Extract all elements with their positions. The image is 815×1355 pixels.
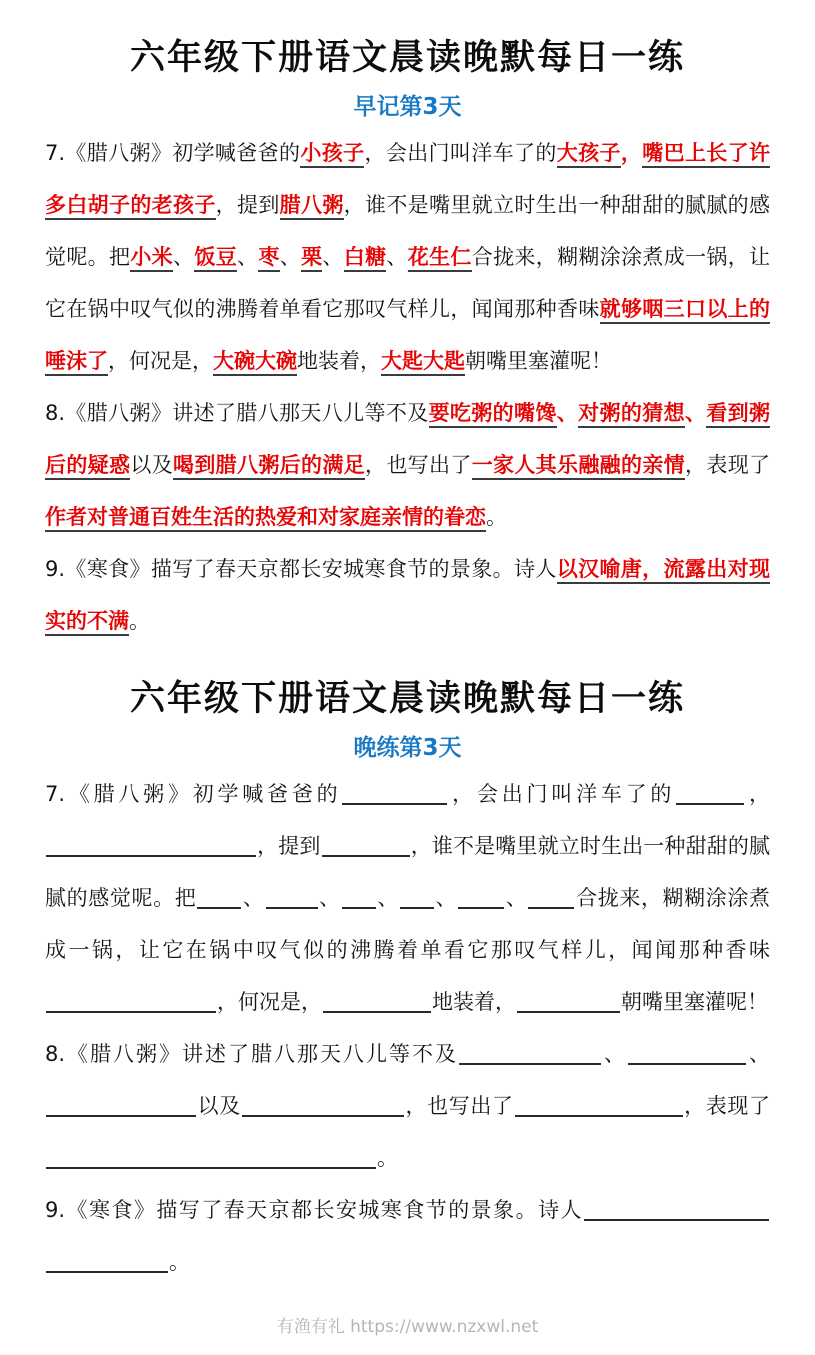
text-run: 、 [279,245,302,269]
text-run: 朝嘴里塞灌呢！ [621,990,768,1014]
text-run: 、 [322,245,344,269]
answer-blank [528,906,574,909]
answer-blank [46,1010,216,1013]
answer-blank [459,1062,601,1065]
text-run: 、 [376,886,400,910]
answer-text: 对粥的猜想 [578,401,685,428]
evening-day-subtitle: 晚练第3天 [353,735,462,761]
answer-blank [342,906,376,909]
text-run: 9.《寒食》描写了春天京都长安城寒食节的景象。诗人 [45,1198,583,1222]
answer-text: 花生仁 [408,245,472,272]
answer-blank [323,1010,431,1013]
paragraph [45,127,770,387]
text-run: 地装着， [297,349,381,373]
text-run: 合拢来，糊糊涂涂煮成一锅，让它在锅中叹气似的沸腾着单看它那叹气样儿，闻闻那种香味 [45,245,771,321]
answer-text: 大匙大匙 [381,349,465,376]
answer-text: ， [620,141,643,165]
text-run: ，谁不是嘴里就立时生出一种甜甜的腻腻的感觉呢。把 [45,834,771,910]
answer-blank [517,1010,620,1013]
text-run: ，何况是， [108,349,213,373]
answer-blank [400,906,434,909]
answer-text: 腊八粥 [280,193,344,220]
text-run: 8.《腊八粥》讲述了腊八那天八儿等不及 [45,401,429,425]
text-run: 7.《腊八粥》初学喊爸爸的 [45,141,301,165]
text-run: ，谁不是嘴里就立时生出一种甜甜的腻腻的感觉呢。把 [45,193,771,269]
answer-text: 饭豆 [194,245,237,272]
text-run: 、 [747,1042,770,1066]
answer-text: 小米 [130,245,173,272]
text-run: 、 [173,245,195,269]
text-run: ，也写出了 [404,1094,514,1118]
answer-text: 白糖 [344,245,387,272]
answer-blank [46,1166,376,1169]
text-run: ，会出门叫洋车了的 [448,782,676,806]
answer-blank [266,906,318,909]
text-run: ，表现了 [683,1094,771,1118]
worksheet-title: 六年级下册语文晨读晚默每日一练 [129,37,685,78]
text-run: 、 [318,886,341,910]
answer-blank [46,854,256,857]
section-evening-practice [45,671,770,1288]
answer-text: 枣 [258,245,279,272]
text-run: 、 [237,245,259,269]
answer-text: 以汉喻唐，流露出对现实的不满 [45,557,770,636]
text-run: 地装着， [432,990,516,1014]
text-run: 7.《腊八粥》初学喊爸爸的 [45,782,342,806]
text-run: 朝嘴里塞灌呢！ [465,349,612,373]
text-run: ，也写出了 [365,453,472,477]
paragraph [45,1028,770,1184]
section-morning-reading [45,30,770,647]
answer-text: 、 [556,401,579,425]
answer-blank [46,1270,168,1273]
answer-blank [46,1114,196,1117]
text-run: 、 [505,886,528,910]
text-run: ，提到 [257,834,321,858]
text-run: ，提到 [215,193,280,217]
answer-text: 嘴巴上长了许多白胡子的老孩子 [45,141,770,220]
text-run: 合拢来，糊糊涂涂煮成一锅，让它在锅中叹气似的沸腾着单看它那叹气样儿，闻闻那种香味 [45,886,771,962]
text-run: 。 [486,505,507,529]
answer-blank [458,906,504,909]
morning-paragraphs [45,127,770,647]
answer-text: 、 [684,401,707,425]
paragraph [45,387,770,543]
answer-text: 作者对普通百姓生活的热爱和对家庭亲情的眷恋 [45,505,486,532]
answer-blank [342,802,447,805]
answer-blank [515,1114,683,1117]
text-run: 以及 [130,453,174,477]
paragraph [45,543,770,647]
text-run: 、 [602,1042,627,1066]
footer-watermark: 有渔有礼 https://www.nzxwl.net [276,1317,539,1337]
text-run: 、 [242,886,265,910]
answer-blank [242,1114,404,1117]
answer-text: 大孩子 [557,141,621,168]
paragraph [45,768,770,1028]
answer-blank [628,1062,746,1065]
answer-text: 看到粥后的疑惑 [45,401,770,480]
text-run: 以及 [197,1094,241,1118]
text-run: 。 [169,1250,190,1274]
answer-blank [676,802,744,805]
worksheet-title-repeat: 六年级下册语文晨读晚默每日一练 [129,678,685,719]
text-run: 。 [129,609,150,633]
evening-paragraphs [45,768,770,1288]
answer-blank [197,906,241,909]
morning-day-subtitle: 早记第3天 [353,94,462,120]
answer-text: 小孩子 [300,141,364,168]
answer-text: 喝到腊八粥后的满足 [173,453,365,480]
answer-blank [584,1218,769,1221]
answer-text: 一家人其乐融融的亲情 [472,453,685,480]
answer-text: 就够咽三口以上的唾沫了 [45,297,770,376]
paragraph [45,1184,770,1288]
answer-text: 栗 [301,245,322,272]
text-run: 9.《寒食》描写了春天京都长安城寒食节的景象。诗人 [45,557,557,581]
text-run: ，会出门叫洋车了的 [364,141,557,165]
answer-text: 要吃粥的嘴馋 [429,401,557,428]
text-run: ，何况是， [217,990,322,1014]
text-run: ， [745,782,770,806]
answer-blank [322,854,410,857]
text-run: 。 [377,1146,398,1170]
answer-text: 大碗大碗 [213,349,297,376]
text-run: 、 [435,886,458,910]
text-run: 、 [386,245,408,269]
text-run: 8.《腊八粥》讲述了腊八那天八儿等不及 [45,1042,458,1066]
text-run: ，表现了 [685,453,771,477]
